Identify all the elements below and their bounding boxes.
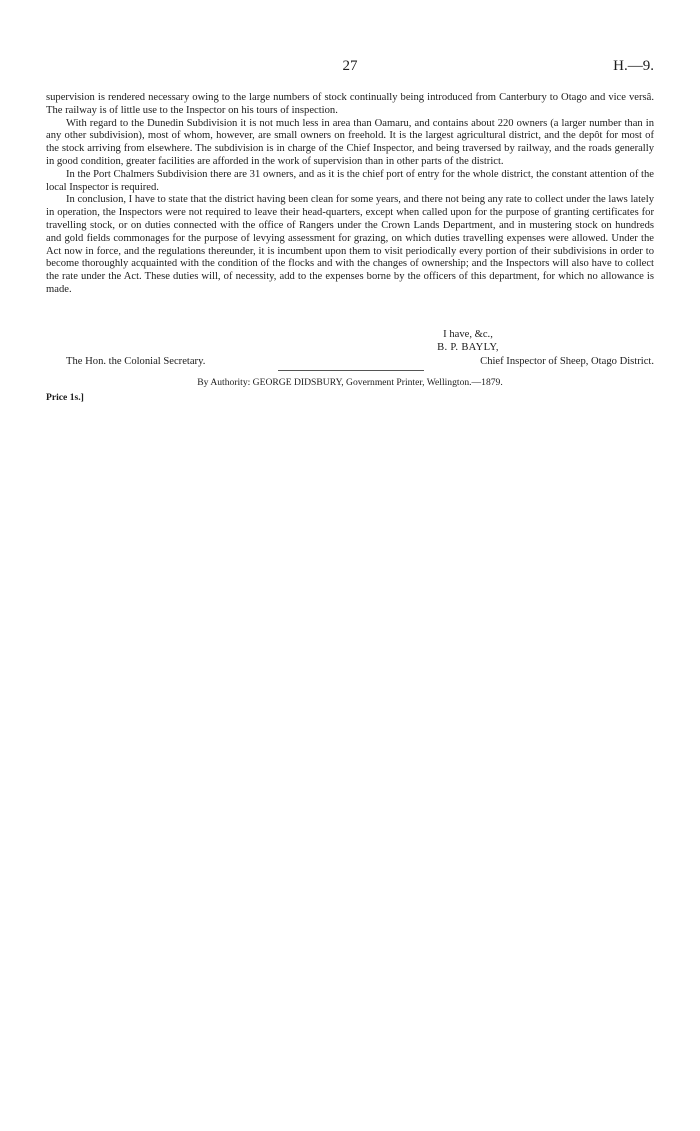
paragraph-canterbury: supervision is rendered necessary owing to the large numbers of stock continually being introduced from Canterbury to Otago and vice versâ. The railway is of little use to the Inspector on his tours of inspection.: [46, 92, 654, 116]
closing-salutation: I have, &c.,: [443, 329, 493, 340]
printer-imprint: By Authority: GEORGE DIDSBURY, Government Printer, Wellington.—1879.: [197, 377, 503, 388]
footer-divider: [278, 370, 424, 371]
report-body: [46, 92, 654, 297]
recipient-line: The Hon. the Colonial Secretary.: [66, 356, 206, 367]
document-reference: H.—9.: [613, 58, 654, 74]
signatory-title: Chief Inspector of Sheep, Otago District.: [480, 356, 654, 367]
page-header: [46, 58, 654, 80]
signatory-name: B. P. BAYLY,: [437, 342, 499, 353]
paragraph-conclusion: In conclusion, I have to state that the district having been clean for some years, and there not being any rate to collect under the laws lately in operation, the Inspectors were not required to leave their head-quarters, except when called upon for the purpose of granting certificates for travelling stock, or on duties connected with the office of Rangers under the Crown Lands Department, and in mustering stock on hundreds and gold fields commonages for the purpose of levying assessment for grazing, on which duties travelling expenses were allowed. Under the Act now in force, and the regulations thereunder, it is incumbent upon them to visit periodically every portion of their subdivisions in order to become thoroughly acquainted with the condition of the flocks and with the changes of ownership; and the Inspectors will also have to collect the rate under the Act. These duties will, of necessity, add to the expenses borne by the officers of this department, for which no allowance is made.: [46, 194, 654, 295]
paragraph-dunedin: With regard to the Dunedin Subdivision it is not much less in area than Oamaru, and contains about 220 owners (a larger number than in any other subdivision), most of whom, however, are small owners on freehold. It is the largest agricultural district, and the depôt for most of the stock arriving from elsewhere. The subdivision is in charge of the Chief Inspector, and being traversed by railway, and the roads generally in good condition, greater facilities are afforded in the work of supervision than in other parts of the district.: [46, 117, 654, 167]
price-label: Price 1s.]: [46, 392, 84, 403]
paragraph-port-chalmers: In the Port Chalmers Subdivision there are 31 owners, and as it is the chief port of entry for the whole district, the constant attention of the local Inspector is required.: [46, 168, 654, 193]
page-number: 27: [342, 58, 358, 74]
